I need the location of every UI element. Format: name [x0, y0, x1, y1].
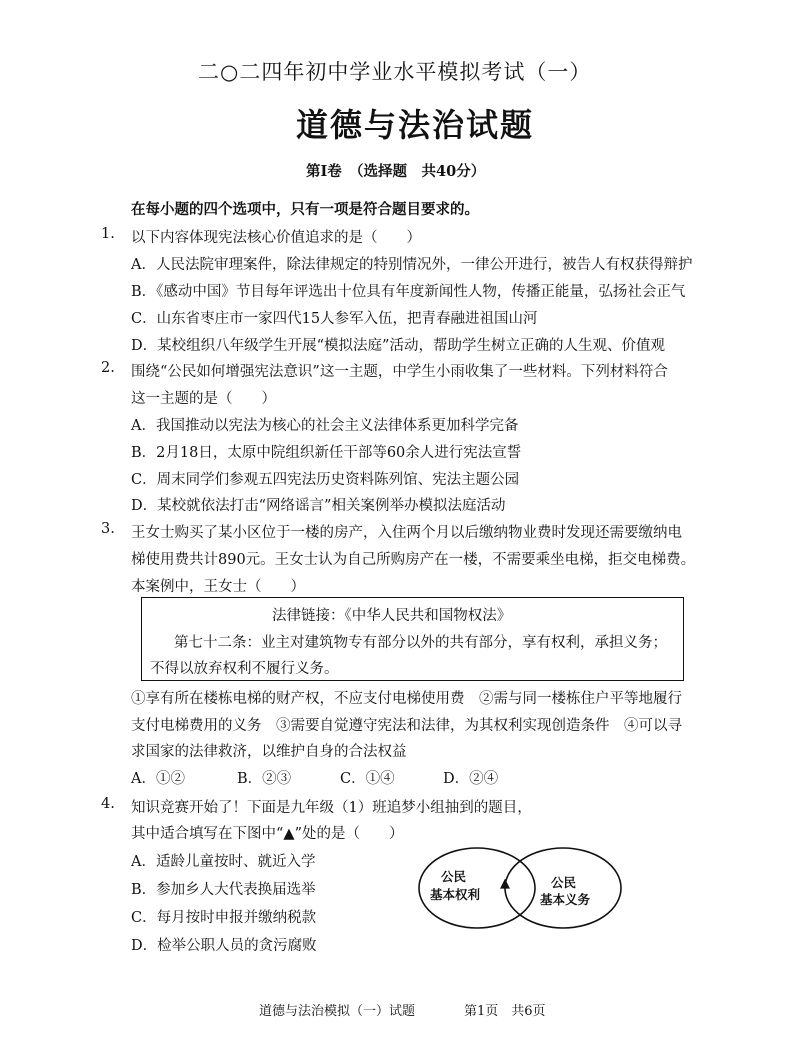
option-c: C．①④ [340, 771, 395, 787]
section-title: 第Ⅰ卷 （选择题 共40分） [306, 163, 486, 180]
question-stem: 其中适合填写在下图中“▲”处的是（ ） [131, 826, 404, 842]
option-a: A．①② [131, 771, 185, 787]
option-b: B．参加乡人大代表换届选举 [131, 882, 316, 898]
question-number: 3. [101, 521, 115, 537]
question-stem: 王女士购买了某小区位于一楼的房产，入住两个月以后缴纳物业费时发现还需要缴纳电 [131, 525, 682, 541]
question-stem: 梯使用费共计890元。王女士认为自己所购房产在一楼，不需要乘坐电梯，拒交电梯费。 [131, 552, 696, 568]
option-a: A．人民法院审理案件，除法律规定的特别情况外，一律公开进行，被告人有权获得辩护 [131, 257, 693, 273]
option-b: B．②③ [237, 771, 292, 787]
law-box-line: 第七十二条：业主对建筑物专有部分以外的共有部分，享有权利，承担义务； [174, 635, 667, 651]
footer-title: 道德与法治模拟（一）试题 [259, 1004, 416, 1019]
option-d: D．②④ [443, 771, 499, 787]
option-b: B．2月18日，太原中院组织新任干部等60余人进行宪法宣誓 [131, 445, 522, 461]
option-a: A．我国推动以宪法为核心的社会主义法律体系更加科学完备 [131, 418, 519, 434]
option-c: C．周末同学们参观五四宪法历史资料陈列馆、宪法主题公园 [131, 472, 520, 488]
exam-title: 二○二四年初中学业水平模拟考试（一） [198, 60, 592, 84]
question-stem: 本案例中，王女士（ ） [131, 579, 305, 595]
venn-left-label: 公民 [441, 869, 467, 884]
venn-left-label: 基本权利 [430, 887, 481, 902]
venn-right-label: 公民 [551, 875, 577, 890]
question-stem: 以下内容体现宪法核心价值追求的是（ ） [131, 230, 421, 246]
option-b: B．《感动中国》节目每年评选出十位具有年度新闻性人物，传播正能量，弘扬社会正气 [131, 284, 686, 300]
law-box-line: 不得以放弃权利不履行义务。 [150, 661, 339, 677]
option-d: D．某校就依法打击“网络谣言”相关案例举办模拟法庭活动 [131, 498, 506, 514]
venn-right-label: 基本义务 [540, 892, 591, 907]
choice-statement: 支付电梯费用的义务 ③需要自觉遵守宪法和法律，为其权利实现创造条件 ④可以寻 [131, 718, 682, 734]
question-number: 2. [101, 360, 115, 376]
venn-center-label: ▲ [500, 876, 510, 891]
question-number: 4. [101, 796, 115, 812]
choice-statement: ①享有所在楼栋电梯的财产权，不应支付电梯使用费 ②需与同一楼栋住户平等地履行 [131, 691, 682, 707]
option-d: D．某校组织八年级学生开展“模拟法庭”活动，帮助学生树立正确的人生观、价值观 [131, 338, 665, 354]
law-box-title: 法律链接：《中华人民共和国物权法》 [272, 608, 512, 624]
question-stem: 围绕“公民如何增强宪法意识”这一主题，中学生小雨收集了一些材料。下列材料符合 [131, 364, 668, 380]
option-d: D．检举公职人员的贪污腐败 [131, 938, 317, 954]
instruction: 在每小题的四个选项中，只有一项是符合题目要求的。 [131, 201, 479, 218]
question-stem: 知识竞赛开始了！下面是九年级（1）班追梦小组抽到的题目， [131, 800, 532, 816]
option-a: A．适龄儿童按时、就近入学 [131, 854, 316, 870]
option-c: C．山东省枣庄市一家四代15人参军入伍，把青春融进祖国山河 [131, 311, 538, 327]
option-c: C．每月按时申报并缴纳税款 [131, 910, 317, 926]
footer-page-number: 第1页 共6页 [464, 1004, 546, 1019]
choice-statement: 求国家的法律救济，以维护自身的合法权益 [131, 744, 407, 760]
subject-title: 道德与法治试题 [296, 106, 535, 144]
question-stem: 这一主题的是（ ） [131, 391, 276, 407]
question-number: 1. [101, 226, 115, 242]
